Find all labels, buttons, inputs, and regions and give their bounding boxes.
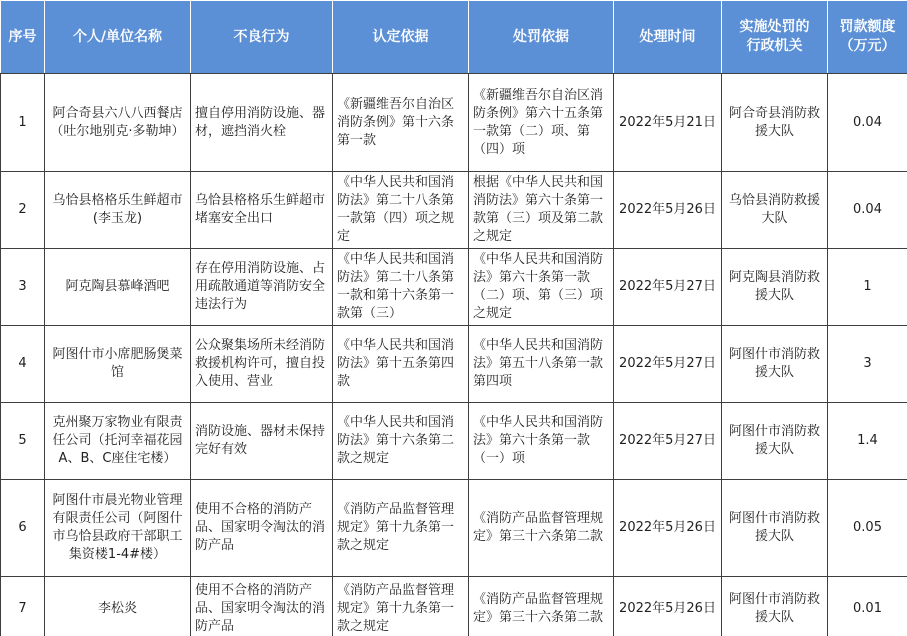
cell-penalty-basis: 《消防产品监督管理规定》第三十六条第二款: [469, 480, 614, 577]
cell-date: 2022年5月21日: [614, 74, 722, 172]
cell-agency: 阿克陶县消防救援大队: [722, 249, 828, 326]
cell-date: 2022年5月27日: [614, 403, 722, 480]
cell-no: 1: [1, 74, 45, 172]
header-row: [1, 1, 907, 74]
cell-amount: 3: [828, 326, 907, 403]
header-cell-basis: 认定依据: [333, 1, 469, 74]
cell-name: 阿克陶县慕峰酒吧: [45, 249, 191, 326]
header-cell-penalty-basis: 处罚依据: [469, 1, 614, 74]
cell-agency: 阿图什市消防救援大队: [722, 480, 828, 577]
cell-behavior: 使用不合格的消防产品、国家明令淘汰的消防产品: [191, 577, 333, 636]
cell-basis: 《新疆维吾尔自治区消防条例》第十六条第一款: [333, 74, 469, 172]
header-cell-name: 个人/单位名称: [45, 1, 191, 74]
cell-date: 2022年5月27日: [614, 326, 722, 403]
cell-amount: 0.04: [828, 74, 907, 172]
cell-behavior: 消防设施、器材未保持完好有效: [191, 403, 333, 480]
cell-no: 5: [1, 403, 45, 480]
header-cell-date: 处理时间: [614, 1, 722, 74]
header-cell-no: 序号: [1, 1, 45, 74]
cell-name: 克州聚万家物业有限责任公司（托河幸福花园A、B、C座住宅楼）: [45, 403, 191, 480]
cell-name: 乌恰县格格乐生鲜超市(李玉龙): [45, 172, 191, 249]
cell-no: 2: [1, 172, 45, 249]
cell-penalty-basis: 《中华人民共和国消防法》第五十八条第一款第四项: [469, 326, 614, 403]
cell-date: 2022年5月26日: [614, 577, 722, 636]
cell-behavior: 存在停用消防设施、占用疏散通道等消防安全违法行为: [191, 249, 333, 326]
table-row: [1, 480, 907, 577]
cell-name: 李松炎: [45, 577, 191, 636]
table-row: [1, 172, 907, 249]
cell-penalty-basis: 《消防产品监督管理规定》第三十六条第二款: [469, 577, 614, 636]
cell-date: 2022年5月27日: [614, 249, 722, 326]
cell-no: 6: [1, 480, 45, 577]
cell-basis: 《中华人民共和国消防法》第十六条第二款之规定: [333, 403, 469, 480]
cell-no: 3: [1, 249, 45, 326]
cell-penalty-basis: 根据《中华人民共和国消防法》第六十条第一款第（三）项及第二款之规定: [469, 172, 614, 249]
cell-name: 阿图什市晨光物业管理有限责任公司（阿图什市乌恰县政府干部职工集资楼1-4#楼）: [45, 480, 191, 577]
cell-amount: 0.01: [828, 577, 907, 636]
cell-agency: 乌恰县消防救援大队: [722, 172, 828, 249]
cell-penalty-basis: 《中华人民共和国消防法》第六十条第一款（一）项: [469, 403, 614, 480]
cell-no: 4: [1, 326, 45, 403]
cell-basis: 《中华人民共和国消防法》第十五条第四款: [333, 326, 469, 403]
cell-name: 阿图什市小席肥肠煲菜馆: [45, 326, 191, 403]
cell-agency: 阿图什市消防救援大队: [722, 403, 828, 480]
cell-amount: 0.05: [828, 480, 907, 577]
table-row: [1, 577, 907, 636]
cell-no: 7: [1, 577, 45, 636]
cell-amount: 0.04: [828, 172, 907, 249]
cell-amount: 1: [828, 249, 907, 326]
table-row: [1, 249, 907, 326]
cell-date: 2022年5月26日: [614, 172, 722, 249]
header-cell-amount: 罚款额度 （万元）: [828, 1, 907, 74]
table-row: [1, 74, 907, 172]
cell-agency: 阿图什市消防救援大队: [722, 577, 828, 636]
cell-penalty-basis: 《中华人民共和国消防法》第六十条第一款（二）项、第（三）项之规定: [469, 249, 614, 326]
table-header: [1, 1, 907, 74]
cell-penalty-basis: 《新疆维吾尔自治区消防条例》第六十五条第一款第（二）项、第（四）项: [469, 74, 614, 172]
cell-behavior: 公众聚集场所未经消防救援机构许可，擅自投入使用、营业: [191, 326, 333, 403]
cell-agency: 阿合奇县消防救援大队: [722, 74, 828, 172]
cell-basis: 《消防产品监督管理规定》第十九条第一款之规定: [333, 480, 469, 577]
header-cell-behavior: 不良行为: [191, 1, 333, 74]
cell-behavior: 乌恰县格格乐生鲜超市堵塞安全出口: [191, 172, 333, 249]
cell-behavior: 擅自停用消防设施、器材，遮挡消火栓: [191, 74, 333, 172]
header-cell-agency: 实施处罚的 行政机关: [722, 1, 828, 74]
cell-basis: 《消防产品监督管理规定》第十九条第一款之规定: [333, 577, 469, 636]
cell-basis: 《中华人民共和国消防法》第二十八条第一款和第十六条第一款第（三）: [333, 249, 469, 326]
cell-agency: 阿图什市消防救援大队: [722, 326, 828, 403]
cell-name: 阿合奇县六八八西餐店（吐尔地别克·多勒坤）: [45, 74, 191, 172]
cell-behavior: 使用不合格的消防产品、国家明令淘汰的消防产品: [191, 480, 333, 577]
table-body: [1, 74, 907, 636]
cell-date: 2022年5月26日: [614, 480, 722, 577]
table-row: [1, 326, 907, 403]
cell-basis: 《中华人民共和国消防法》第二十八条第一款第（四）项之规定: [333, 172, 469, 249]
table-row: [1, 403, 907, 480]
cell-amount: 1.4: [828, 403, 907, 480]
